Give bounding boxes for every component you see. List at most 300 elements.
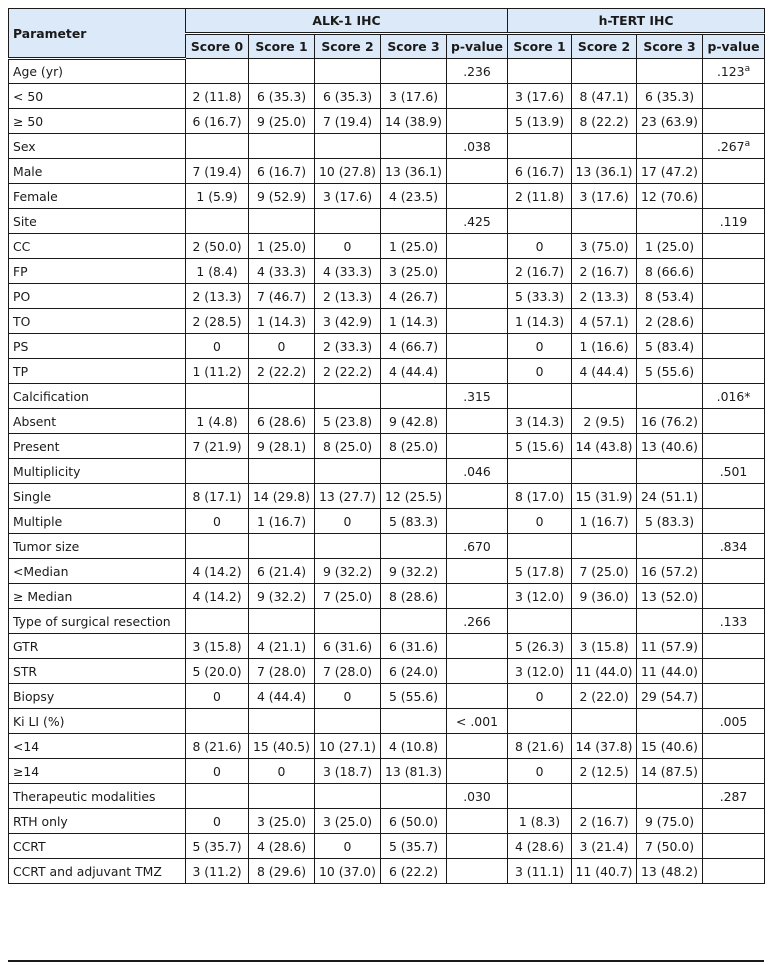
table-cell: 0 (508, 234, 572, 259)
table-row (9, 184, 765, 209)
table-cell: 13 (81.3) (381, 759, 447, 784)
table-cell (381, 709, 447, 734)
alk-score-2-header: Score 2 (315, 34, 381, 59)
table-cell: 0 (249, 334, 315, 359)
row-label: Male (9, 159, 186, 184)
table-cell (186, 534, 249, 559)
table-cell (637, 609, 703, 634)
table-cell: 4 (26.7) (381, 284, 447, 309)
table-cell: 4 (28.6) (508, 834, 572, 859)
alk-p-value-cell (447, 284, 508, 309)
table-cell (637, 59, 703, 84)
table-cell (315, 459, 381, 484)
htert-p-value-cell (703, 159, 765, 184)
table-row (9, 484, 765, 509)
alk-p-value-cell (447, 309, 508, 334)
table-row (9, 559, 765, 584)
table-row (9, 409, 765, 434)
table-cell: 11 (44.0) (637, 659, 703, 684)
table-cell (381, 209, 447, 234)
table-cell: 4 (33.3) (249, 259, 315, 284)
table-cell: 0 (186, 334, 249, 359)
table-row (9, 509, 765, 534)
table-cell: 6 (35.3) (637, 84, 703, 109)
htert-p-value-cell (703, 634, 765, 659)
table-cell: 15 (40.6) (637, 734, 703, 759)
table-cell (186, 134, 249, 159)
table-cell (572, 709, 637, 734)
table-cell (249, 209, 315, 234)
table-cell: 8 (21.6) (508, 734, 572, 759)
table-cell: 4 (44.4) (381, 359, 447, 384)
table-cell: 5 (17.8) (508, 559, 572, 584)
htert-p-value-cell (703, 809, 765, 834)
alk-p-value-cell: .030 (447, 784, 508, 809)
alk-p-value-cell (447, 484, 508, 509)
table-row (9, 109, 765, 134)
table-cell: 1 (16.7) (572, 509, 637, 534)
table-cell: 9 (52.9) (249, 184, 315, 209)
table-cell: 8 (53.4) (637, 284, 703, 309)
table-cell: 6 (24.0) (381, 659, 447, 684)
table-cell (381, 459, 447, 484)
table-cell: 6 (21.4) (249, 559, 315, 584)
alk-p-value-cell: .315 (447, 384, 508, 409)
table-cell (186, 609, 249, 634)
htert-p-value-cell (703, 659, 765, 684)
table-cell: 13 (52.0) (637, 584, 703, 609)
htert-p-value-cell (703, 509, 765, 534)
table-cell: 3 (21.4) (572, 834, 637, 859)
table-cell: 11 (40.7) (572, 859, 637, 884)
table-cell: 9 (32.2) (249, 584, 315, 609)
table-cell: 4 (21.1) (249, 634, 315, 659)
table-cell: 1 (11.2) (186, 359, 249, 384)
htert-p-value-cell: .016* (703, 384, 765, 409)
table-cell: 0 (315, 234, 381, 259)
table-cell: 3 (11.2) (186, 859, 249, 884)
table-cell: 16 (76.2) (637, 409, 703, 434)
table-cell: 7 (19.4) (315, 109, 381, 134)
row-label: PS (9, 334, 186, 359)
table-cell (315, 134, 381, 159)
parameter-header: Parameter (9, 9, 186, 59)
alk-p-value-cell (447, 259, 508, 284)
table-row (9, 59, 765, 84)
table-cell: 2 (50.0) (186, 234, 249, 259)
footnote-marker: a (744, 138, 751, 149)
table-cell: 29 (54.7) (637, 684, 703, 709)
table-cell: 2 (11.8) (508, 184, 572, 209)
table-cell: 4 (28.6) (249, 834, 315, 859)
table-cell (508, 784, 572, 809)
table-cell: 5 (55.6) (381, 684, 447, 709)
alk-p-value-cell (447, 159, 508, 184)
table-cell: 7 (46.7) (249, 284, 315, 309)
alk-p-value-cell: .670 (447, 534, 508, 559)
table-row (9, 534, 765, 559)
row-label: Female (9, 184, 186, 209)
table-cell (572, 609, 637, 634)
htert-p-value-cell (703, 834, 765, 859)
table-cell: 6 (35.3) (315, 84, 381, 109)
table-cell: 2 (22.2) (315, 359, 381, 384)
table-cell: 0 (315, 684, 381, 709)
table-cell: 3 (12.0) (508, 584, 572, 609)
table-cell: 3 (12.0) (508, 659, 572, 684)
table-cell (249, 384, 315, 409)
table-cell (637, 459, 703, 484)
table-cell (249, 784, 315, 809)
table-cell: 9 (36.0) (572, 584, 637, 609)
table-cell: 6 (35.3) (249, 84, 315, 109)
table-cell: 13 (40.6) (637, 434, 703, 459)
table-row (9, 584, 765, 609)
table-cell: 1 (14.3) (249, 309, 315, 334)
table-row (9, 859, 765, 884)
table-row (9, 834, 765, 859)
table-cell: 1 (14.3) (381, 309, 447, 334)
table-cell: 9 (25.0) (249, 109, 315, 134)
table-cell: 1 (14.3) (508, 309, 572, 334)
table-cell (186, 209, 249, 234)
table-cell (508, 609, 572, 634)
table-cell: 0 (315, 834, 381, 859)
table-cell (508, 134, 572, 159)
table-cell (637, 709, 703, 734)
row-label: Calcification (9, 384, 186, 409)
table-cell: 2 (22.2) (249, 359, 315, 384)
table-cell: 3 (15.8) (186, 634, 249, 659)
table-cell: 1 (8.3) (508, 809, 572, 834)
table-cell: 2 (13.3) (186, 284, 249, 309)
htert-p-value-cell (703, 584, 765, 609)
table-cell: 3 (11.1) (508, 859, 572, 884)
table-cell (637, 534, 703, 559)
table-cell: 6 (31.6) (315, 634, 381, 659)
table-cell: 13 (27.7) (315, 484, 381, 509)
table-cell: 16 (57.2) (637, 559, 703, 584)
table-cell: 4 (14.2) (186, 559, 249, 584)
alk-p-value-cell (447, 84, 508, 109)
table-cell (637, 209, 703, 234)
table-cell: 1 (16.7) (249, 509, 315, 534)
table-cell (572, 209, 637, 234)
table-cell: 5 (33.3) (508, 284, 572, 309)
table-cell: 2 (33.3) (315, 334, 381, 359)
table-cell: 4 (10.8) (381, 734, 447, 759)
alk-p-value-cell (447, 559, 508, 584)
table-cell (572, 59, 637, 84)
alk-p-value-cell: .266 (447, 609, 508, 634)
footnote-marker: a (744, 63, 751, 74)
table-cell: 4 (14.2) (186, 584, 249, 609)
table-cell (186, 784, 249, 809)
table-cell: 9 (28.1) (249, 434, 315, 459)
row-label: Present (9, 434, 186, 459)
table-cell: 0 (249, 759, 315, 784)
row-label: ≥ 50 (9, 109, 186, 134)
table-row (9, 634, 765, 659)
table-cell: 10 (27.1) (315, 734, 381, 759)
table-cell: 13 (36.1) (572, 159, 637, 184)
table-cell: 3 (25.0) (249, 809, 315, 834)
row-label: Type of surgical resection (9, 609, 186, 634)
header-group-row (9, 9, 765, 34)
row-label: Biopsy (9, 684, 186, 709)
htert-p-value-cell (703, 734, 765, 759)
alk-p-value-cell (447, 859, 508, 884)
table-cell: 8 (22.2) (572, 109, 637, 134)
alk-p-value-cell: .425 (447, 209, 508, 234)
table-cell (249, 534, 315, 559)
htert-p-value-cell: .834 (703, 534, 765, 559)
htert-p-value-cell (703, 134, 765, 159)
table-cell (572, 534, 637, 559)
table-cell: 0 (315, 509, 381, 534)
table-cell (572, 384, 637, 409)
table-cell: 0 (508, 509, 572, 534)
table-cell: 1 (25.0) (381, 234, 447, 259)
table-cell: 7 (28.0) (249, 659, 315, 684)
row-label: Site (9, 209, 186, 234)
alk-p-value-cell (447, 659, 508, 684)
row-label: FP (9, 259, 186, 284)
alk-p-value-cell (447, 759, 508, 784)
alk-p-value-cell: .038 (447, 134, 508, 159)
table-cell (381, 134, 447, 159)
table-cell: 4 (44.4) (572, 359, 637, 384)
table-cell: 7 (25.0) (572, 559, 637, 584)
row-label: CCRT (9, 834, 186, 859)
table-row (9, 434, 765, 459)
table-cell: 2 (13.3) (572, 284, 637, 309)
table-row (9, 759, 765, 784)
htert-p-value-cell (703, 284, 765, 309)
alk-p-value-cell (447, 684, 508, 709)
table-cell: 8 (28.6) (381, 584, 447, 609)
row-label: PO (9, 284, 186, 309)
htert-p-value-cell (703, 234, 765, 259)
table-cell: 3 (17.6) (315, 184, 381, 209)
alk-1-ihc-header: ALK-1 IHC (186, 9, 508, 34)
table-row (9, 359, 765, 384)
table-cell (186, 384, 249, 409)
table-cell: 6 (50.0) (381, 809, 447, 834)
table-cell: 12 (70.6) (637, 184, 703, 209)
row-label: CC (9, 234, 186, 259)
table-cell: 2 (13.3) (315, 284, 381, 309)
table-cell: 5 (26.3) (508, 634, 572, 659)
row-label: <Median (9, 559, 186, 584)
alk-p-value-cell (447, 109, 508, 134)
table-cell: 8 (21.6) (186, 734, 249, 759)
table-cell: 17 (47.2) (637, 159, 703, 184)
htert-score-3-header: Score 3 (637, 34, 703, 59)
alk-score-0-header: Score 0 (186, 34, 249, 59)
table-cell (572, 784, 637, 809)
table-cell: 2 (16.7) (572, 259, 637, 284)
htert-p-value-cell (703, 559, 765, 584)
table-cell: 7 (21.9) (186, 434, 249, 459)
alk-p-value-cell (447, 584, 508, 609)
row-label: Single (9, 484, 186, 509)
table-cell (186, 709, 249, 734)
table-cell: 5 (55.6) (637, 359, 703, 384)
table-cell: 13 (48.2) (637, 859, 703, 884)
table-row (9, 659, 765, 684)
table-cell: 3 (25.0) (315, 809, 381, 834)
htert-score-1-header: Score 1 (508, 34, 572, 59)
table-header (9, 9, 765, 59)
table-cell (315, 384, 381, 409)
table-cell (315, 534, 381, 559)
alk-p-value-cell (447, 634, 508, 659)
table-cell: 1 (16.6) (572, 334, 637, 359)
table-row (9, 159, 765, 184)
table-cell: 3 (75.0) (572, 234, 637, 259)
table-cell: 9 (32.2) (315, 559, 381, 584)
table-cell: 8 (29.6) (249, 859, 315, 884)
table-cell: 11 (44.0) (572, 659, 637, 684)
table-cell: 2 (16.7) (508, 259, 572, 284)
table-cell (508, 209, 572, 234)
table-cell: 8 (25.0) (315, 434, 381, 459)
table-cell: 3 (42.9) (315, 309, 381, 334)
table-cell: 6 (28.6) (249, 409, 315, 434)
row-label: <14 (9, 734, 186, 759)
table-cell: 6 (16.7) (249, 159, 315, 184)
table-cell (508, 384, 572, 409)
table-cell: 0 (186, 759, 249, 784)
table-cell: 2 (12.5) (572, 759, 637, 784)
row-label: Age (yr) (9, 59, 186, 84)
htert-p-value-cell (703, 434, 765, 459)
table-cell: 8 (17.1) (186, 484, 249, 509)
table-cell (315, 59, 381, 84)
table-cell: 4 (57.1) (572, 309, 637, 334)
table-cell: 14 (38.9) (381, 109, 447, 134)
alk-p-value-cell (447, 834, 508, 859)
alk-p-value-cell (447, 334, 508, 359)
table-cell: 7 (25.0) (315, 584, 381, 609)
table-cell: 23 (63.9) (637, 109, 703, 134)
table-cell: 4 (66.7) (381, 334, 447, 359)
table-cell: 2 (16.7) (572, 809, 637, 834)
table-cell: 6 (22.2) (381, 859, 447, 884)
table-row (9, 809, 765, 834)
alk-p-value-cell (447, 234, 508, 259)
table-cell: 5 (15.6) (508, 434, 572, 459)
table-bottom-rule (8, 960, 764, 962)
table-cell (315, 709, 381, 734)
alk-p-value-cell: < .001 (447, 709, 508, 734)
table-cell: 2 (22.0) (572, 684, 637, 709)
table-cell: 5 (35.7) (186, 834, 249, 859)
table-cell (381, 534, 447, 559)
table-cell: 11 (57.9) (637, 634, 703, 659)
table-cell: 5 (35.7) (381, 834, 447, 859)
alk-p-value-cell: .046 (447, 459, 508, 484)
row-label: Absent (9, 409, 186, 434)
table-row (9, 684, 765, 709)
table-cell (572, 134, 637, 159)
table-cell: 2 (28.5) (186, 309, 249, 334)
table-cell (508, 59, 572, 84)
table-cell: 1 (25.0) (637, 234, 703, 259)
table-cell: 3 (17.6) (572, 184, 637, 209)
table-row (9, 284, 765, 309)
table-cell (186, 459, 249, 484)
alk-p-value-cell (447, 809, 508, 834)
table-cell: 5 (13.9) (508, 109, 572, 134)
htert-p-value-cell (703, 309, 765, 334)
table-cell: 4 (23.5) (381, 184, 447, 209)
htert-p-value-cell (703, 684, 765, 709)
table-cell (381, 609, 447, 634)
table-cell: 3 (14.3) (508, 409, 572, 434)
table-cell: 13 (36.1) (381, 159, 447, 184)
table-row (9, 84, 765, 109)
row-label: Ki LI (%) (9, 709, 186, 734)
htert-p-value-cell (703, 484, 765, 509)
table-cell (315, 784, 381, 809)
htert-p-value-cell (703, 759, 765, 784)
table-cell: 8 (17.0) (508, 484, 572, 509)
htert-p-value-cell: .119 (703, 209, 765, 234)
htert-p-value-cell (703, 859, 765, 884)
table-row (9, 459, 765, 484)
table-cell: 9 (32.2) (381, 559, 447, 584)
alk-score-3-header: Score 3 (381, 34, 447, 59)
table-cell: 9 (42.8) (381, 409, 447, 434)
alk-p-value-cell (447, 184, 508, 209)
table-cell: 14 (43.8) (572, 434, 637, 459)
row-label: ≥ Median (9, 584, 186, 609)
table-cell (249, 609, 315, 634)
row-label: Multiplicity (9, 459, 186, 484)
table-cell: 6 (31.6) (381, 634, 447, 659)
data-table (8, 8, 765, 884)
table-cell: 3 (15.8) (572, 634, 637, 659)
row-label: TO (9, 309, 186, 334)
table-cell (508, 459, 572, 484)
table-cell: 12 (25.5) (381, 484, 447, 509)
table-cell (249, 59, 315, 84)
table-cell: 3 (17.6) (381, 84, 447, 109)
htert-p-value-cell (703, 409, 765, 434)
table-cell: 2 (11.8) (186, 84, 249, 109)
table-cell (637, 784, 703, 809)
table-row (9, 259, 765, 284)
row-label: < 50 (9, 84, 186, 109)
alk-p-value-cell: .236 (447, 59, 508, 84)
table-row (9, 384, 765, 409)
table-cell (315, 209, 381, 234)
htert-p-value-cell (703, 334, 765, 359)
table-cell: 3 (18.7) (315, 759, 381, 784)
table-row (9, 709, 765, 734)
alk-p-value-cell (447, 434, 508, 459)
row-label: CCRT and adjuvant TMZ (9, 859, 186, 884)
table-cell: 0 (186, 684, 249, 709)
row-label: TP (9, 359, 186, 384)
table-cell: 15 (40.5) (249, 734, 315, 759)
p-value-text: .123 (716, 63, 745, 79)
table-cell: 8 (25.0) (381, 434, 447, 459)
table-cell: 1 (25.0) (249, 234, 315, 259)
table-cell: 24 (51.1) (637, 484, 703, 509)
